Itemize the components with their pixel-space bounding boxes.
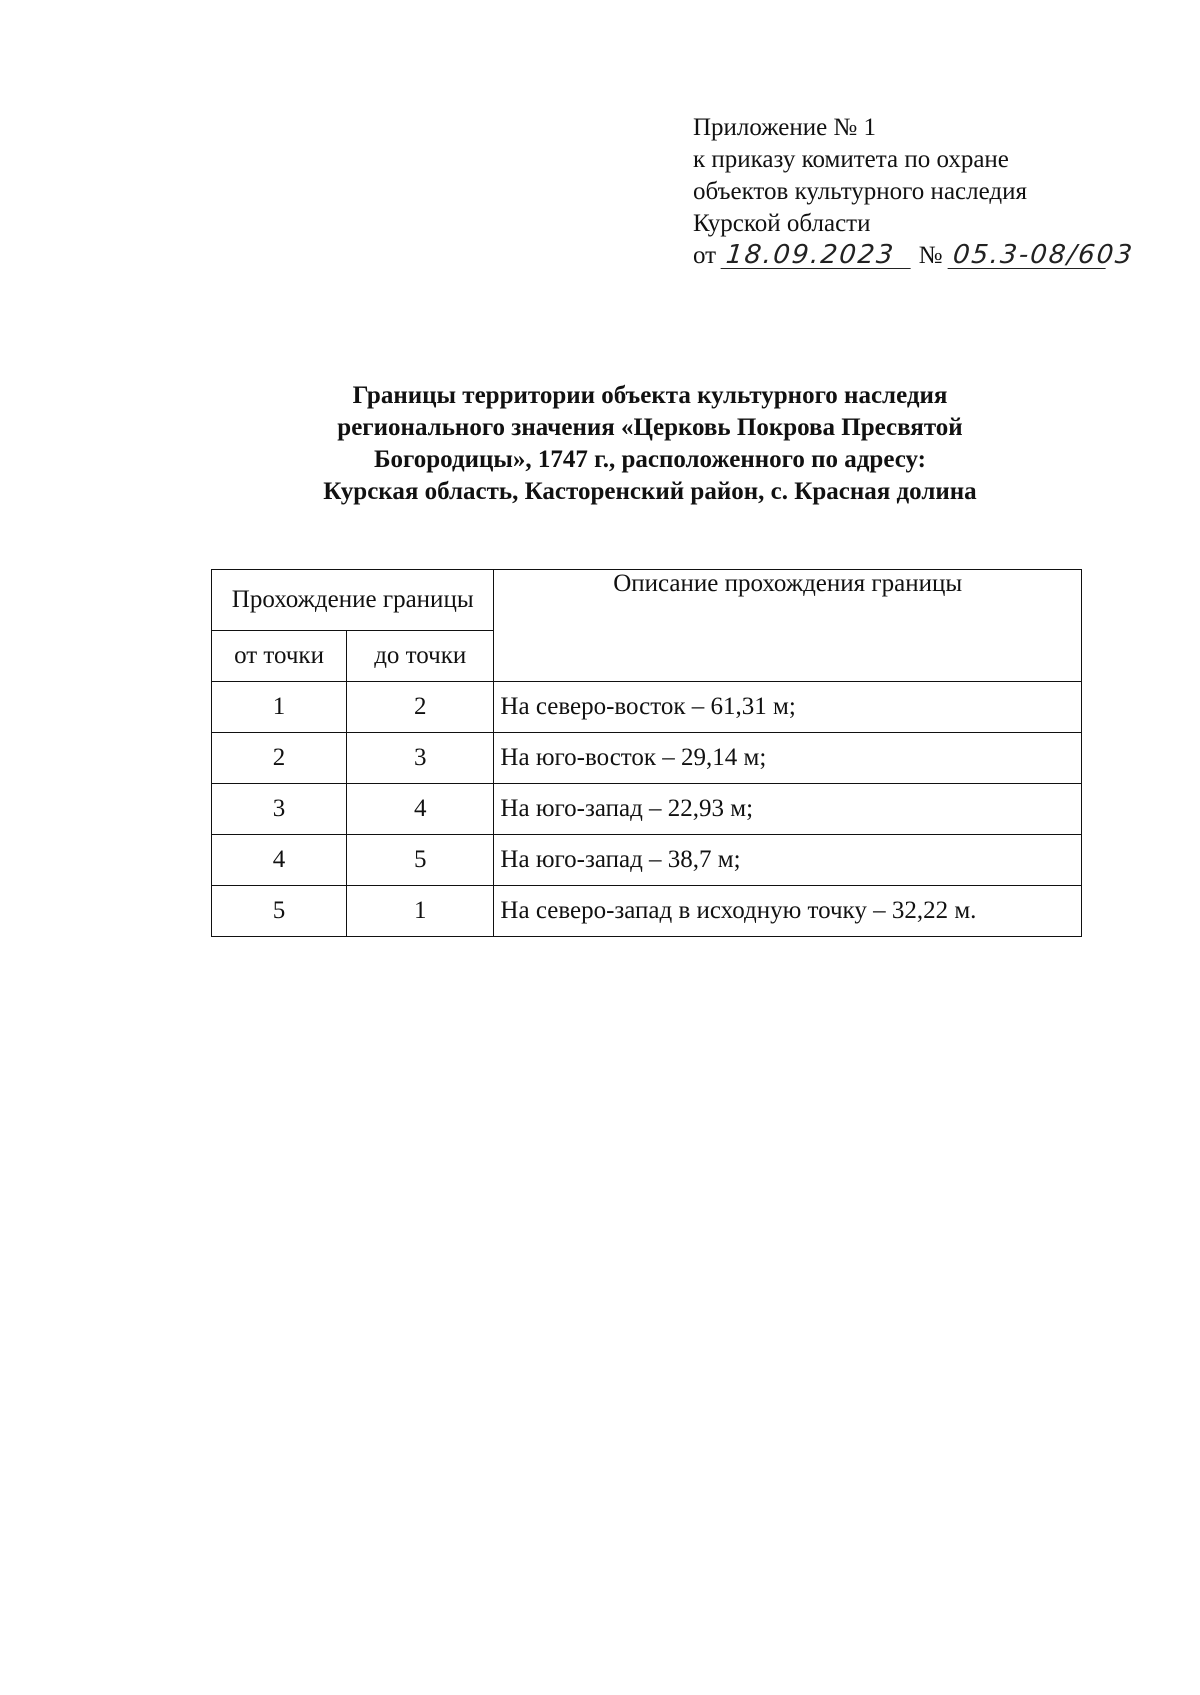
description-cell: На юго-запад – 22,93 м; (494, 784, 1082, 835)
table-row (212, 886, 1082, 937)
appendix-number: Приложение № 1 (693, 114, 877, 141)
appendix-block (693, 112, 1153, 272)
from-point-cell: 5 (212, 886, 347, 937)
order-date-number-line (693, 240, 1153, 272)
from-point-cell: 2 (212, 733, 347, 784)
to-point-cell: 5 (347, 835, 494, 886)
description-cell: На северо-запад в исходную точку – 32,22 м. (494, 886, 1082, 937)
handwritten-date: 18.09.2023 (721, 242, 914, 269)
to-point-cell: 3 (347, 733, 494, 784)
document-title (200, 380, 1100, 508)
table-row (212, 835, 1082, 886)
table-row (212, 784, 1082, 835)
appendix-region: Курской области (693, 210, 871, 237)
table-row (212, 682, 1082, 733)
title-line: Границы территории объекта культурного наследия (352, 382, 948, 409)
header-description: Описание прохождения границы (494, 570, 1082, 682)
header-boundary-passage: Прохождение границы (212, 570, 494, 631)
description-cell: На северо-восток – 61,31 м; (494, 682, 1082, 733)
from-point-cell: 1 (212, 682, 347, 733)
from-label: от (693, 242, 717, 269)
appendix-order-ref: к приказу комитета по охране (693, 146, 1009, 173)
from-point-cell: 3 (212, 784, 347, 835)
title-line: Курская область, Касторенский район, с. Красная долина (323, 478, 977, 505)
to-point-cell: 2 (347, 682, 494, 733)
description-cell: На юго-запад – 38,7 м; (494, 835, 1082, 886)
to-point-cell: 1 (347, 886, 494, 937)
description-cell: На юго-восток – 29,14 м; (494, 733, 1082, 784)
from-point-cell: 4 (212, 835, 347, 886)
appendix-committee: объектов культурного наследия (693, 178, 1027, 205)
table-row (212, 733, 1082, 784)
boundary-table (211, 569, 1082, 937)
title-line: Богородицы», 1747 г., расположенного по адресу: (374, 446, 926, 473)
header-from-point: от точки (212, 631, 347, 682)
to-point-cell: 4 (347, 784, 494, 835)
title-line: регионального значения «Церковь Покрова Пресвятой (337, 414, 963, 441)
header-to-point: до точки (347, 631, 494, 682)
handwritten-number: 05.3-08/603 (947, 242, 1108, 269)
number-label: № (918, 242, 943, 269)
table-header-row (212, 570, 1082, 631)
